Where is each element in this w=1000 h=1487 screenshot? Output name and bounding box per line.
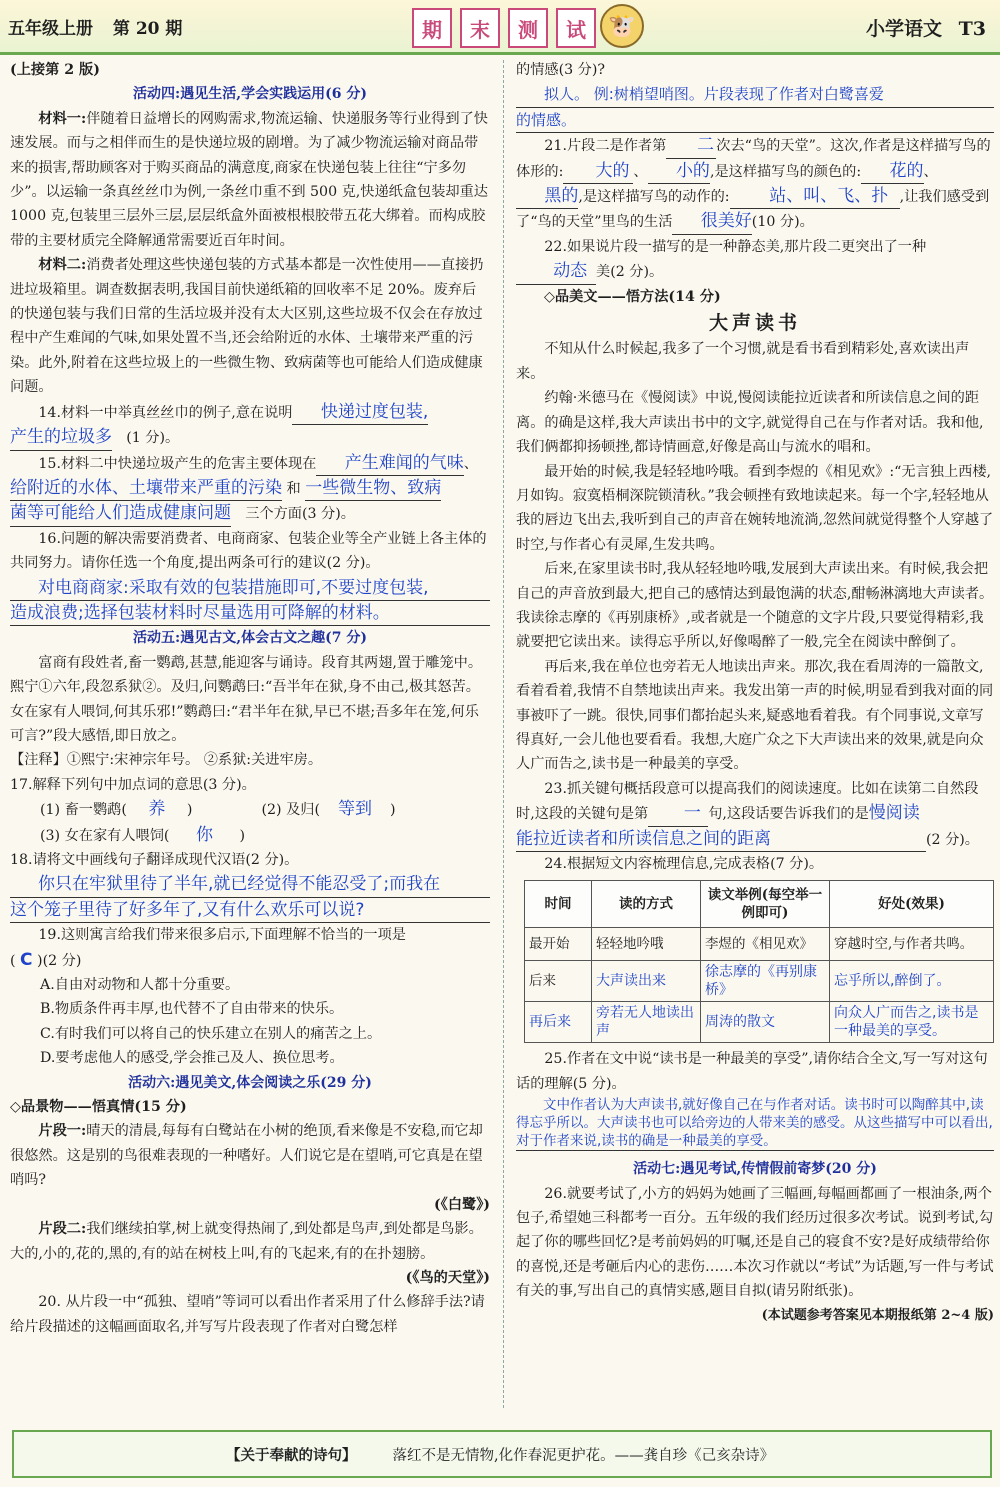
exam-title-tiles	[412, 8, 596, 48]
cow-mascot-icon: 🐮	[600, 4, 644, 48]
continued-note: (上接第 2 版)	[10, 62, 100, 78]
table-row	[525, 1002, 994, 1043]
annotation-note: 【注释】①熙宁:宋神宗年号。 ②系狱:关进牢房。	[10, 752, 323, 769]
answer21-times[interactable]: 二	[666, 133, 716, 158]
table-header-cell: 好处(效果)	[830, 881, 994, 928]
fragment2: 片段二:我们继续拍掌,树上就变得热闹了,到处都是鸟声,到处都是鸟影。大的,小的,花的,黑的,有的站在树枝上叫,有的飞起来,有的在扑翅膀。	[10, 1221, 483, 1262]
essay-paragraph: 再后来,我在单位也旁若无人地读出声来。那次,我在看周涛的一篇散文,看着看着,我情不自禁地读出声来。我发出第一声的时候,明显看到我对面的同事被吓了一跳。很快,同事们都抬起头来,疑惑地看着我。有个同事说,文章写得真好,一会儿他也要看看。我想,大庭广众之下大声读出来的效果,就是向众人广而告之,读书是一种最美的享受。	[516, 658, 994, 773]
question15-line2: 给附近的水体、土壤带来严重的污染 和 一些微生物、致病	[10, 476, 490, 501]
question14-line2: 产生的垃圾多 (1 分)。	[10, 425, 490, 450]
essay-title: 大声读书	[708, 312, 801, 335]
answer23-sentence[interactable]: 一	[648, 801, 708, 826]
answer21-shape1[interactable]: 大的	[563, 159, 633, 184]
footer-label: 【关于奉献的诗句】	[226, 1446, 357, 1464]
answer17-2[interactable]: 等到	[338, 799, 373, 820]
question14: 14.材料一中举真丝丝巾的例子,意在说明 快递过度包装,	[10, 400, 490, 425]
table-answer-cell[interactable]: 忘乎所以,醉倒了。	[830, 961, 994, 1002]
title-tile: 测	[508, 8, 548, 48]
table-header-cell: 读的方式	[592, 881, 701, 928]
activity5-title: 活动五:遇见古文,体会古文之趣(7 分)	[133, 630, 367, 647]
answer14a[interactable]: 快递过度包装,	[292, 400, 428, 425]
question26: 26.就要考试了,小方的妈妈为她画了三幅画,每幅画都画了一根油条,两个包子,希望她三科都考一百分。五年级的我们经历过很多次考试。说到考试,勾起了你的哪些回忆?是考前妈妈的叮嘱,还是自己的寝食不安?是好成绩带给你的喜悦,还是考砸后内心的悲伤……本次习作就以“考试”为话题,写一件与考试有关的事,写出自己的真情实感,题目自拟(请另附纸张)。	[516, 1185, 994, 1300]
answer23b[interactable]: 能拉近读者和所读信息之间的距离	[516, 827, 926, 852]
question18: 18.请将文中画线句子翻译成现代汉语(2 分)。	[10, 852, 299, 868]
table-header-cell: 读文举例(每空举一例即可)	[701, 881, 830, 928]
table-row	[525, 928, 994, 961]
answer14b[interactable]: 产生的垃圾多	[10, 425, 112, 450]
footer-poem: 落红不是无情物,化作春泥更护花。——龚自珍《己亥杂诗》	[392, 1447, 775, 1464]
fragment1-source: (《白鹭》)	[434, 1196, 490, 1213]
question20: 20. 从片段一中“孤独、望哨”等词可以看出作者采用了什么修辞手法?请给片段描述的这幅画面取名,并写写片段表现了作者对白鹭怎样	[10, 1294, 485, 1335]
issue-number: 第 20 期	[112, 19, 183, 39]
classical-text: 富商有段姓者,畜一鹦鹉,甚慧,能迎客与诵诗。段育其两翅,置于雕笼中。熙宁①六年,段忽系狱②。及归,问鹦鹉曰:“吾半年在狱,身不由己,极其怒苦。女在家有人喂饲,何其乐邪!”鹦鹉曰:“君半年在狱,早已不堪;吾多年在笼,何乐可言?”段大感悟,即日放之。	[10, 654, 483, 744]
answer23a[interactable]: 慢阅读	[868, 803, 920, 824]
subsection1-title: ◇品景物——悟真情(15 分)	[10, 1099, 187, 1116]
table-cell: 李煜的《相见欢》	[701, 928, 830, 961]
essay-paragraph: 最开始的时候,我是轻轻地吟哦。看到李煜的《相见欢》:“无言独上西楼,月如钩。寂寞梧桐深院锁清秋。”我会顿挫有致地读起来。每一个字,轻轻地从我的唇边飞出去,我听到自己的声音在婉转地流淌,忽然间就觉得整个人穿越了时空,与作者心有灵犀,生发共鸣。	[516, 463, 994, 553]
page-header	[0, 0, 1000, 55]
table-answer-cell[interactable]: 旁若无人地读出声	[592, 1002, 701, 1043]
info-table	[524, 880, 994, 1043]
option-d: D.要考虑他人的感受,学会推己及人、换位思考。	[40, 1050, 344, 1067]
table-answer-cell[interactable]: 周涛的散文	[701, 1002, 830, 1043]
question21: 21.片段二是作者第 二 次去“鸟的天堂”。这次,作者是这样描写鸟的体形的: 大的 、 小的,是这样描写鸟的颜色的: 花的、黑的,是这样描写鸟的动作的: 站、叫、飞、扑 ,让我们感受到了“鸟的天堂”里鸟的生活 很美好(10 分)。	[516, 133, 994, 235]
answer18b[interactable]: 这个笼子里待了好多年了,又有什么欢乐可以说?	[10, 898, 490, 923]
question23-line2: 能拉近读者和所读信息之间的距离 (2 分)。	[516, 827, 994, 852]
activity6-title: 活动六:遇见美文,体会阅读之乐(29 分)	[128, 1074, 372, 1091]
table-cell: 最开始	[525, 928, 592, 961]
question19-answer-line: ( C )(2 分)	[10, 949, 82, 970]
answer21-life[interactable]: 很美好	[672, 209, 751, 234]
table-header-row	[525, 881, 994, 928]
question15: 15.材料二中快递垃圾产生的危害主要体现在 产生难闻的气味、	[10, 451, 490, 476]
table-answer-cell[interactable]: 向众人广而告之,读书是一种最美的享受。	[830, 1002, 994, 1043]
column-divider	[503, 60, 504, 1408]
essay-paragraph: 后来,在家里读书时,我从轻轻地吟哦,发展到大声读出来。有时候,我会把自己的声音放到最大,把自己的感情达到最饱满的状态,酣畅淋漓地大声读者。我读徐志摩的《再别康桥》,或者就是一个随意的文字片段,只要觉得精彩,我就要把它读出来。读得忘乎所以,好像喝醉了一般,完全在阅读中醉倒了。	[516, 561, 994, 651]
question19: 19.这则寓言给我们带来很多启示,下面理解不恰当的一项是	[38, 927, 406, 944]
table-cell: 后来	[525, 961, 592, 1002]
question15-line3: 菌等可能给人们造成健康问题 三个方面(3 分)。	[10, 501, 490, 526]
answer25[interactable]: 文中作者认为大声读书,就好像自己在与作者对话。读书时可以陶醉其中,读得忘乎所以。大声读书也可以给旁边的人带来美的感受。从这些描写中可以看出,对于作者来说,读书的确是一种最美的享受。	[516, 1097, 993, 1150]
issue-info	[8, 14, 196, 39]
answer15c[interactable]: 一些微生物、致病	[305, 476, 441, 501]
page-number: T3	[958, 18, 986, 40]
table-answer-cell[interactable]: 再后来	[525, 1002, 592, 1043]
table-answer-cell[interactable]: 大声读出来	[592, 961, 701, 1002]
answer16a[interactable]: 对电商商家:采取有效的包装措施即可,不要过度包装,	[10, 576, 490, 601]
answer15b[interactable]: 给附近的水体、土壤带来严重的污染	[10, 476, 282, 501]
title-tile: 试	[556, 8, 596, 48]
left-column	[10, 58, 490, 1339]
option-a: A.自由对动物和人都十分重要。	[40, 977, 240, 994]
activity4-title: 活动四:遇见生活,学会实践运用(6 分)	[133, 86, 367, 103]
table-answer-cell[interactable]: 徐志摩的《再别康桥》	[701, 961, 830, 1002]
answer17-3[interactable]: 你	[195, 824, 213, 845]
question22: 22.如果说片段一描写的是一种静态美,那片段二更突出了一种动态 美(2 分)。	[516, 235, 994, 285]
answer21-shape2[interactable]: 小的	[648, 159, 710, 184]
question16: 16.问题的解决需要消费者、电商商家、包装企业等全产业链上各主体的共同努力。请你任选一个角度,提出两条可行的建议(2 分)。	[10, 530, 487, 572]
table-row	[525, 961, 994, 1002]
answer19[interactable]: C	[20, 949, 33, 970]
answer21-color1[interactable]: 花的	[861, 159, 923, 184]
question17: 17.解释下列句中加点词的意思(3 分)。	[10, 776, 256, 793]
grade-label: 五年级上册	[8, 19, 93, 39]
subsection2-title: ◇品美文——悟方法(14 分)	[544, 288, 721, 305]
material2: 材料二:消费者处理这些快递包装的方式基本都是一次性使用——直接扔进垃圾箱里。调查数据表明,我国目前快递纸箱的回收率不足 20%。废弃后的快递包装与我们日常的生活垃圾并没有太大区别,这些垃圾不仅会在存放过程中产生难闻的气味,如果处置不当,还会给附近的水体、土壤带来严重的污染。此外,附着在这些垃圾上的一些微生物、致病菌等也可能给人们造成健康问题。	[10, 257, 484, 396]
fragment2-source: (《鸟的天堂》)	[405, 1269, 490, 1286]
footer-poem-bar	[12, 1430, 992, 1478]
answer20a[interactable]: 拟人。 例:树梢望哨图。片段表现了作者对白鹭喜爱	[516, 82, 994, 107]
answer21-color2[interactable]: 黑的	[516, 184, 578, 209]
table-cell: 轻轻地吟哦	[592, 928, 701, 961]
right-column	[516, 58, 994, 1328]
question24: 24.根据短文内容梳理信息,完成表格(7 分)。	[544, 856, 824, 872]
answer16b[interactable]: 造成浪费;选择包装材料时尽量选用可降解的材料。	[10, 601, 490, 626]
title-tile: 期	[412, 8, 452, 48]
title-tile: 末	[460, 8, 500, 48]
table-cell: 穿越时空,与作者共鸣。	[830, 928, 994, 961]
answer20b[interactable]: 的情感。	[516, 108, 994, 133]
fragment1: 片段一:晴天的清晨,每每有白鹭站在小树的绝顶,看来像是不安稳,而它却很悠然。这是别的鸟很难表现的一种嗜好。人们说它是在望哨,可它真是在望哨吗?	[10, 1123, 483, 1189]
essay-paragraph: 不知从什么时候起,我多了一个习惯,就是看书看到精彩处,喜欢读出声来。	[516, 341, 970, 382]
question23: 23.抓关键句概括段意可以提高我们的阅读速度。比如在读第二自然段时,这段的关键句是第 一 句,这段话要告诉我们的是慢阅读	[516, 777, 994, 827]
subject-label: 小学语文	[866, 18, 943, 40]
answer17-1[interactable]: 养	[148, 799, 166, 820]
subject-info	[856, 14, 986, 41]
answer21-actions[interactable]: 站、叫、飞、扑	[730, 184, 900, 209]
table-header-cell: 时间	[525, 881, 592, 928]
question25: 25.作者在文中说“读书是一种最美的享受”,请你结合全文,写一写对这句话的理解(5 分)。	[516, 1051, 988, 1092]
answer-reference: (本试题参考答案见本期报纸第 2~4 版)	[761, 1307, 994, 1323]
question17-items: (1) 畜一鹦鹉( 养 ) (2) 及归( 等到 )	[10, 797, 490, 822]
question20-end: 的情感(3 分)?	[516, 62, 605, 78]
activity7-title: 活动七:遇见考试,传情假前寄梦(20 分)	[633, 1161, 877, 1178]
answer22[interactable]: 动态	[516, 259, 596, 284]
material1: 材料一:伴随着日益增长的网购需求,物流运输、快递服务等行业得到了快速发展。而与之相伴而生的是快递垃圾的剧增。为了减少物流运输对商品带来的损害,帮助顾客对于购买商品的满意度,商家在快递包装上往往“宁多勿少”。以运输一条真丝丝巾为例,一条丝巾重不到 500 克,快递纸盒包装却重达 1000 克,包装里三层外三层,层层纸盒外面被根根胶带五花大绑着。而构成胶带的主要材质完全降解通常需要近百年时间。	[10, 110, 488, 249]
answer15d[interactable]: 菌等可能给人们造成健康问题	[10, 501, 231, 526]
answer18a[interactable]: 你只在牢狱里待了半年,就已经觉得不能忍受了;而我在	[10, 872, 490, 897]
answer15a[interactable]: 产生难闻的气味	[316, 451, 463, 476]
option-c: C.有时我们可以将自己的快乐建立在别人的痛苦之上。	[40, 1025, 382, 1042]
essay-paragraph: 约翰·米德马在《慢阅读》中说,慢阅读能拉近读者和所读信息之间的距离。的确是这样,我大声读出书中的文字,就觉得自己在与作者对话。我和他,我们俩都抑扬顿挫,都诗情画意,好像是高山与流水的唱和。	[516, 390, 984, 456]
option-b: B.物质条件再丰厚,也代替不了自由带来的快乐。	[40, 1001, 344, 1018]
question17-item3: (3) 女在家有人喂饲( 你 )	[10, 823, 490, 848]
